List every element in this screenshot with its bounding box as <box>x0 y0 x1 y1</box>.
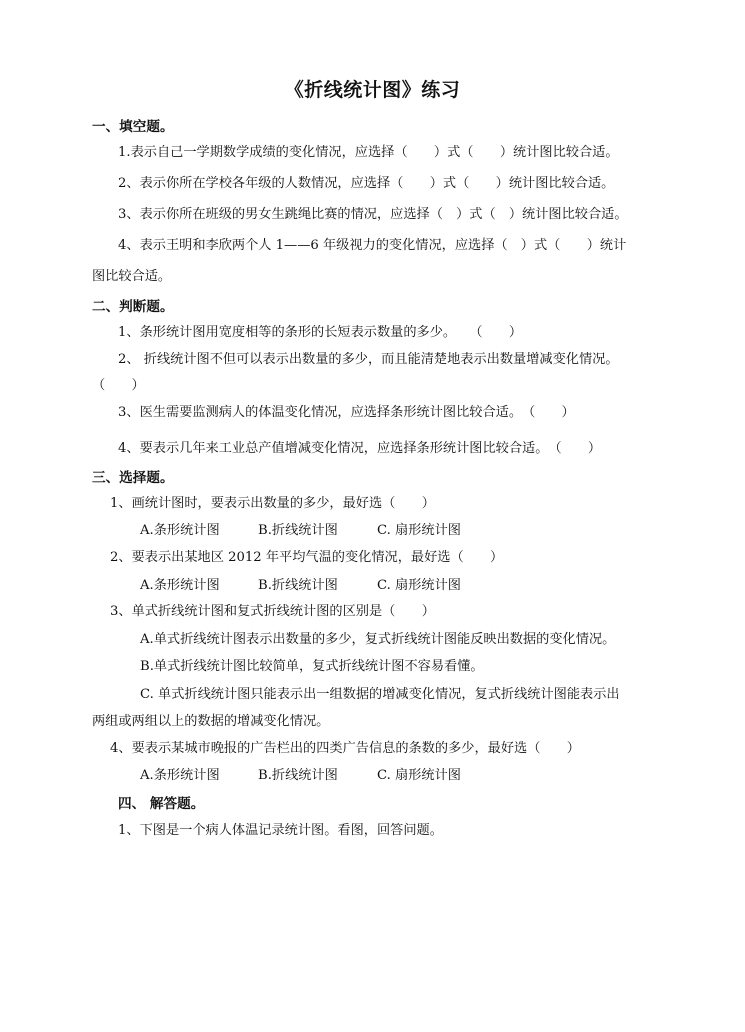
choice-question-4: 4、要表示某城市晚报的广告栏出的四类广告信息的条数的多少，最好选（ ） <box>110 741 580 756</box>
choice-1-option-b: B.折线统计图 <box>258 523 338 538</box>
choice-2-option-c: C. 扇形统计图 <box>377 578 461 593</box>
choice-3-option-a: A.单式折线统计图表示出数量的多少，复式折线统计图能反映出数据的变化情况。 <box>140 632 616 647</box>
section-true-false-heading: 二、判断题。 <box>92 299 174 315</box>
fill-question-3: 3、表示你所在班级的男女生跳绳比赛的情况，应选择（ ）式（ ）统计图比较合适。 <box>118 207 628 222</box>
choice-question-3: 3、单式折线统计图和复式折线统计图的区别是（ ） <box>110 604 435 619</box>
choice-4-option-c: C. 扇形统计图 <box>377 768 461 783</box>
answer-question-1: 1、下图是一个病人体温记录统计图。看图，回答问题。 <box>118 823 443 838</box>
fill-question-4: 4、表示王明和李欣两个人 1——6 年级视力的变化情况，应选择（ ）式（ ）统计 <box>118 238 627 253</box>
choice-question-1: 1、画统计图时，要表示出数量的多少，最好选（ ） <box>110 496 435 511</box>
choice-2-option-b: B.折线统计图 <box>258 578 338 593</box>
section-answer-heading: 四、 解答题。 <box>118 796 205 812</box>
choice-4-option-a: A.条形统计图 <box>140 768 220 783</box>
choice-3-option-c-continued: 两组或两组以上的数据的增减变化情况。 <box>92 714 330 729</box>
choice-3-option-c: C. 单式折线统计图只能表示出一组数据的增减变化情况，复式折线统计图能表示出 <box>140 687 620 702</box>
judge-question-2-answer: （ ） <box>92 378 145 393</box>
judge-question-4: 4、要表示几年来工业总产值增减变化情况，应选择条形统计图比较合适。 （ ） <box>118 441 602 456</box>
fill-question-2: 2、表示你所在学校各年级的人数情况，应选择（ ）式（ ）统计图比较合适。 <box>118 176 615 191</box>
choice-3-option-b: B.单式折线统计图比较简单，复式折线统计图不容易看懂。 <box>140 659 484 674</box>
page-title: 《折线统计图》练习 <box>284 79 461 101</box>
fill-question-4-continued: 图比较合适。 <box>92 269 172 284</box>
fill-question-1: 1.表示自己一学期数学成绩的变化情况，应选择（ ）式（ ）统计图比较合适。 <box>118 145 619 160</box>
judge-question-3: 3、医生需要监测病人的体温变化情况，应选择条形统计图比较合适。 （ ） <box>118 405 575 420</box>
choice-1-option-a: A.条形统计图 <box>140 523 220 538</box>
choice-1-option-c: C. 扇形统计图 <box>377 523 461 538</box>
choice-2-option-a: A.条形统计图 <box>140 578 220 593</box>
section-fill-in-heading: 一、填空题。 <box>92 119 174 135</box>
section-choice-heading: 三、选择题。 <box>92 470 174 486</box>
choice-4-option-b: B.折线统计图 <box>258 768 338 783</box>
choice-question-2: 2、要表示出某地区 2012 年平均气温的变化情况，最好选（ ） <box>110 550 504 565</box>
judge-question-1: 1、条形统计图用宽度相等的条形的长短表示数量的多少。 （ ） <box>118 325 522 340</box>
judge-question-2: 2、 折线统计图不但可以表示出数量的多少，而且能清楚地表示出数量增减变化情况。 <box>118 352 619 367</box>
